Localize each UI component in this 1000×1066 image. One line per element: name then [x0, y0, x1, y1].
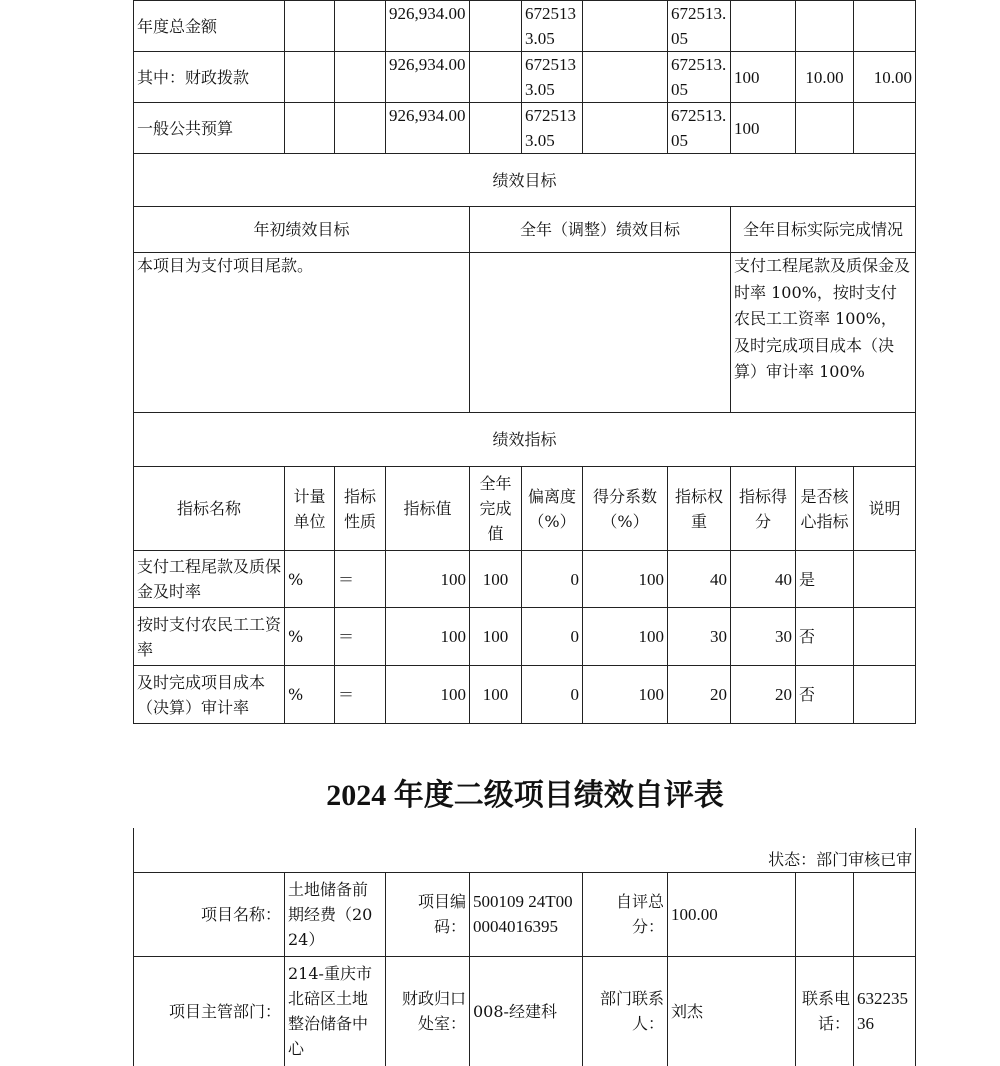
table-row: 按时支付农民工工资率 % ＝ 100 100 0 100 30 30 否 — [134, 608, 916, 666]
project-row — [134, 872, 916, 956]
budget-executed: 672513.05 — [668, 1, 731, 52]
budget-row — [134, 52, 916, 103]
contact-value: 刘杰 — [668, 956, 796, 1066]
contact-label: 部门联系人： — [583, 956, 668, 1066]
score-value: 100.00 — [668, 872, 796, 956]
budget-amount: 926,934.00 — [386, 1, 470, 52]
indicator-name: 及时完成项目成本（决算）审计率 — [134, 666, 285, 724]
budget-adjusted: 6725133.05 — [522, 1, 583, 52]
header-nature: 指标性质 — [335, 467, 386, 551]
performance-table — [133, 0, 916, 724]
goals-actual-text: 支付工程尾款及质保金及时率 100%，按时支付农民工工资率 100%，及时完成项目成本（决算）审计率 100% — [731, 253, 916, 413]
self-evaluation-table — [133, 828, 916, 1066]
score-label: 自评总分： — [583, 872, 668, 956]
budget-row — [134, 103, 916, 154]
project-name: 土地储备前期经费（2024） — [285, 872, 386, 956]
header-score: 指标得分 — [731, 467, 796, 551]
finance-label: 财政归口处室： — [386, 956, 470, 1066]
phone-value: 63223536 — [854, 956, 916, 1066]
budget-label: 其中：财政拨款 — [134, 52, 285, 103]
budget-label: 年度总金额 — [134, 1, 285, 52]
budget-amount: 926,934.00 — [386, 103, 470, 154]
header-indicator-name: 指标名称 — [134, 467, 285, 551]
budget-score: 100 — [731, 103, 796, 154]
header-done: 全年完成值 — [470, 467, 522, 551]
goals-actual-header: 全年目标实际完成情况 — [731, 207, 916, 253]
table-row: 支付工程尾款及质保金及时率 % ＝ 100 100 0 100 40 40 是 — [134, 551, 916, 608]
indicator-name: 支付工程尾款及质保金及时率 — [134, 551, 285, 608]
finance-value: 008-经建科 — [470, 956, 583, 1066]
phone-label: 联系电话： — [796, 956, 854, 1066]
page-title: 2024 年度二级项目绩效自评表 — [326, 779, 724, 812]
goals-section-title: 绩效目标 — [134, 154, 916, 207]
header-core: 是否核心指标 — [796, 467, 854, 551]
header-value: 指标值 — [386, 467, 470, 551]
indicators-header-row — [134, 467, 916, 551]
budget-row — [134, 1, 916, 52]
header-weight: 指标权重 — [668, 467, 731, 551]
goals-initial-text: 本项目为支付项目尾款。 — [134, 253, 470, 413]
budget-executed: 672513.05 — [668, 103, 731, 154]
budget-adjusted: 6725133.05 — [522, 103, 583, 154]
status-badge: 状态：部门审核已审 — [134, 828, 916, 872]
budget-points: 10.00 — [854, 52, 916, 103]
indicators-section-title: 绩效指标 — [134, 413, 916, 467]
goals-adjusted-header: 全年（调整）绩效目标 — [470, 207, 731, 253]
header-coefficient: 得分系数（%） — [583, 467, 668, 551]
goals-initial-header: 年初绩效目标 — [134, 207, 470, 253]
budget-adjusted: 6725133.05 — [522, 52, 583, 103]
indicator-name: 按时支付农民工工资率 — [134, 608, 285, 666]
project-code: 500109 24T000004016395 — [470, 872, 583, 956]
project-name-label: 项目名称： — [134, 872, 285, 956]
budget-score: 100 — [731, 52, 796, 103]
header-deviation: 偏离度（%） — [522, 467, 583, 551]
header-note: 说明 — [854, 467, 916, 551]
table-row: 及时完成项目成本（决算）审计率 % ＝ 100 100 0 100 20 20 否 — [134, 666, 916, 724]
budget-label: 一般公共预算 — [134, 103, 285, 154]
budget-weight: 10.00 — [796, 52, 854, 103]
dept-label: 项目主管部门： — [134, 956, 285, 1066]
project-code-label: 项目编码： — [386, 872, 470, 956]
goals-adjusted-text — [470, 253, 731, 413]
budget-executed: 672513.05 — [668, 52, 731, 103]
budget-amount: 926,934.00 — [386, 52, 470, 103]
header-unit: 计量单位 — [285, 467, 335, 551]
dept-row — [134, 956, 916, 1066]
dept-value: 214-重庆市北碚区土地整治储备中心 — [285, 956, 386, 1066]
